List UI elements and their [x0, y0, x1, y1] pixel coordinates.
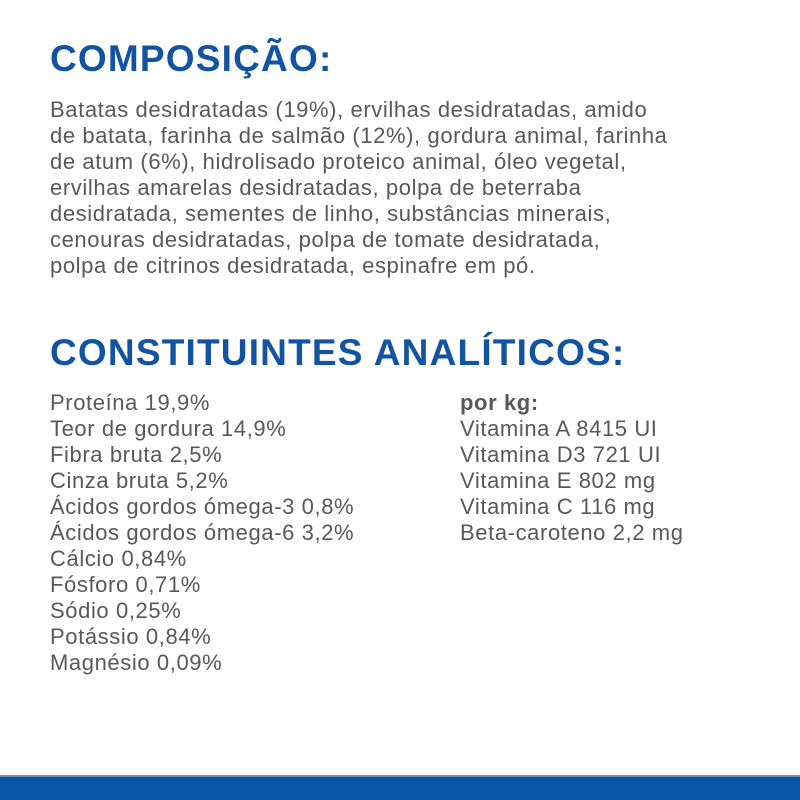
- analytical-item: Sódio 0,25%: [50, 598, 182, 623]
- analytical-left-column: [50, 390, 354, 676]
- analytical-item: Ácidos gordos ómega-3 0,8%: [50, 494, 355, 519]
- vitamin-item: Vitamina E 802 mg: [460, 468, 656, 493]
- composition-line: de batata, farinha de salmão (12%), gordura animal, farinha: [50, 123, 668, 148]
- analytical-constituents-title: CONSTITUINTES ANALÍTICOS:: [50, 332, 626, 373]
- composition-title: COMPOSIÇÃO:: [50, 38, 333, 79]
- analytical-right-column: [460, 390, 684, 546]
- composition-line: polpa de citrinos desidratada, espinafre em pó.: [50, 253, 536, 278]
- analytical-item: Cinza bruta 5,2%: [50, 468, 229, 493]
- analytical-item: Potássio 0,84%: [50, 624, 212, 649]
- analytical-item: Fósforo 0,71%: [50, 572, 201, 597]
- analytical-item: Magnésio 0,09%: [50, 650, 223, 675]
- composition-line: cenouras desidratadas, polpa de tomate desidratada,: [50, 227, 601, 252]
- composition-line: ervilhas amarelas desidratadas, polpa de beterraba: [50, 175, 582, 200]
- analytical-item: Teor de gordura 14,9%: [50, 416, 287, 441]
- composition-line: desidratada, sementes de linho, substâncias minerais,: [50, 201, 612, 226]
- vitamin-item: Vitamina C 116 mg: [460, 494, 656, 519]
- analytical-item: Proteína 19,9%: [50, 390, 211, 415]
- vitamin-item: Vitamina D3 721 UI: [460, 442, 662, 467]
- composition-line: Batatas desidratadas (19%), ervilhas desidratadas, amido: [50, 97, 648, 122]
- analytical-item: Fibra bruta 2,5%: [50, 442, 223, 467]
- composition-line: de atum (6%), hidrolisado proteico animal, óleo vegetal,: [50, 149, 627, 174]
- composition-paragraph: [50, 97, 760, 279]
- analytical-item: Ácidos gordos ómega-6 3,2%: [50, 520, 355, 545]
- per-kg-label: por kg:: [460, 390, 539, 415]
- vitamin-item: Vitamina A 8415 UI: [460, 416, 658, 441]
- vitamin-item: Beta-caroteno 2,2 mg: [460, 520, 684, 545]
- analytical-item: Cálcio 0,84%: [50, 546, 187, 571]
- footer-accent-bar: [0, 775, 800, 800]
